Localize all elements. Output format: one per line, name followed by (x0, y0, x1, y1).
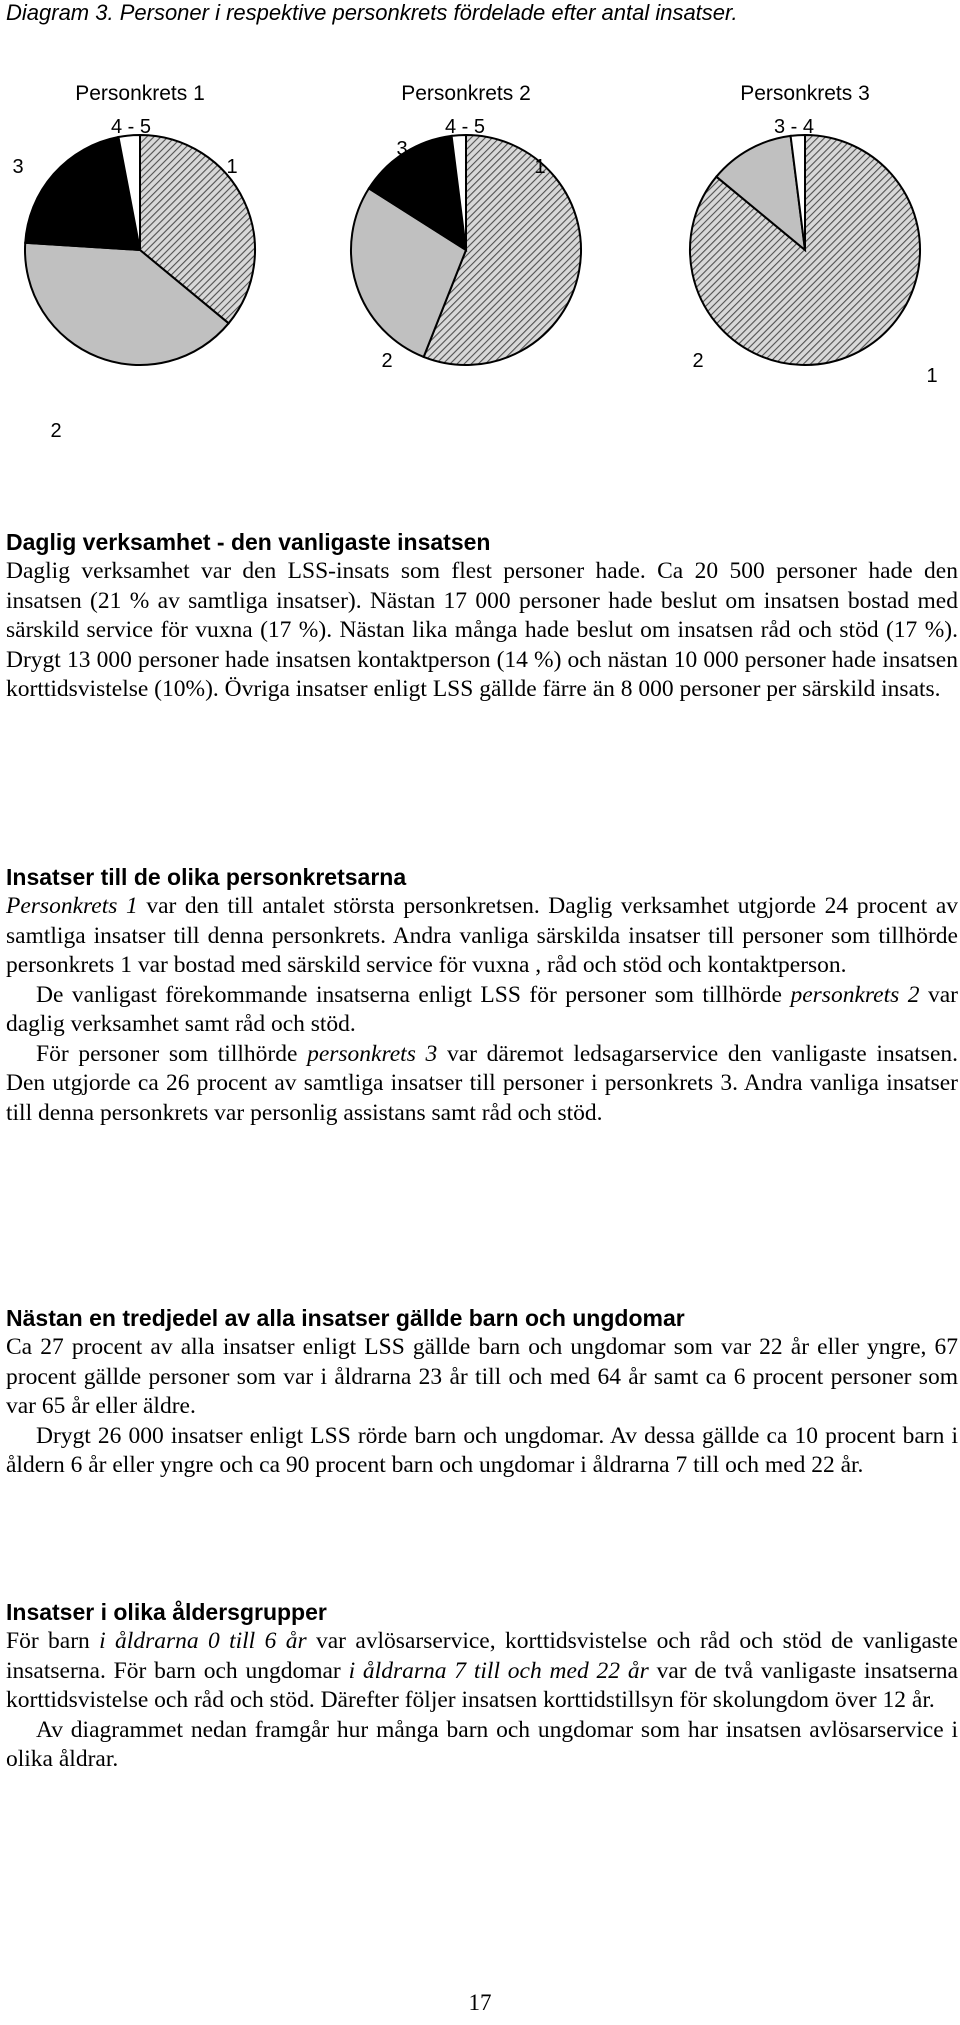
pie-label-2-3: 3 (396, 138, 408, 160)
section-aldersgrupper (6, 1597, 958, 1775)
paragraph: Drygt 26 000 insatser enligt LSS rörde barn och ungdomar. Av dessa gällde ca 10 procent barn i åldern 6 år eller yngre och ca 90 procent barn och ungdomar i åldrarna 7 till och med 22 år. (6, 1422, 958, 1478)
text: var den till antalet största personkretsen. Daglig verksamhet utgjorde 24 procent av samtliga insatser till denna personkrets. Andra vanliga särskilda insatser till personer som tillhörde personkrets 1 var bostad med särskild service för vuxna , råd och stöd och kontaktperson. (6, 893, 958, 978)
paragraph (6, 1627, 958, 1716)
pie-title-personkrets-1: Personkrets 1 (75, 82, 205, 105)
pie-title-personkrets-3: Personkrets 3 (740, 82, 870, 105)
text: För barn (6, 1628, 100, 1654)
text: var avlösarservice, korttidsvistelse och råd och stöd de vanligaste insatserna. För barn och ungdomar (6, 1628, 958, 1684)
paragraph (6, 981, 958, 1040)
emphasis: Personkrets 1 (6, 893, 138, 919)
emphasis: i åldrarna 0 till 6 år (99, 1628, 307, 1654)
paragraph: Ca 27 procent av alla insatser enligt LSS gällde barn och ungdomar som var 22 år eller yngre, 67 procent gällde personer som var i åldrarna 23 år till och med 64 år samt ca 6 procent personer som var 65 år eller äldre. (6, 1334, 958, 1419)
pie-label-2-4: 4 - 5 (444, 116, 486, 138)
pie-label-1-2: 2 (50, 420, 62, 442)
pie-charts (0, 0, 960, 480)
paragraph (6, 892, 958, 981)
section-daglig-verksamhet (6, 527, 958, 705)
text: För personer som tillhörde (36, 1040, 308, 1067)
pie-label-3-3: 3 - 4 (773, 116, 815, 138)
text: var däremot ledsagarservice den vanligaste insatsen. Den utgjorde ca 26 procent av samtliga insatser till personer i personkrets 3. Andra vanliga insatser till denna personkrets var personlig assistans samt råd och stöd. (6, 1040, 959, 1126)
paragraph (6, 1040, 958, 1129)
emphasis: personkrets 2 (790, 981, 920, 1008)
pie-label-3-1: 1 (926, 365, 938, 387)
pie-label-2-2: 2 (381, 350, 393, 372)
section-heading: Insatser i olika åldersgrupper (6, 1599, 327, 1625)
pie-label-3-2: 2 (692, 350, 704, 372)
pie-title-personkrets-2: Personkrets 2 (401, 82, 531, 105)
pie-label-2-1: 1 (534, 156, 546, 178)
figure-caption: Diagram 3. Personer i respektive personkrets fördelade efter antal insatser. (6, 0, 738, 25)
text: De vanligast förekommande insatserna enligt LSS för personer som tillhörde (36, 981, 791, 1008)
section-heading: Daglig verksamhet - den vanligaste insatsen (6, 529, 491, 555)
pie-label-1-3: 3 (12, 156, 24, 178)
paragraph: Daglig verksamhet var den LSS-insats som flest personer hade. Ca 20 500 personer hade den insatsen (21 % av samtliga insatser). Nästan 17 000 personer hade beslut om insatsen bostad med särskild service för vuxna (17 %). Nästan lika många hade beslut om insatsen råd och stöd (17 %). Drygt 13 000 personer hade insatsen kontaktperson (14 %) och nästan 10 000 personer hade insatsen korttidsvistelse (10%). Övriga insatser enligt LSS gällde färre än 8 000 personer per särskild insats. (6, 558, 958, 702)
pie-label-1-4: 4 - 5 (110, 116, 152, 138)
emphasis: personkrets 3 (307, 1040, 438, 1067)
section-barn-och-ungdomar (6, 1303, 958, 1481)
text: var de två vanligaste insatserna korttidsvistelse och råd och stöd. Därefter följer insatsen korttidstillsyn för skolungdom över 12 år. (6, 1657, 958, 1713)
pie-label-1-1: 1 (226, 156, 238, 178)
section-heading: Insatser till de olika personkretsarna (6, 864, 407, 890)
section-personkretsar (6, 862, 958, 1128)
paragraph: Av diagrammet nedan framgår hur många barn och ungdomar som har insatsen avlösarservice i olika åldrar. (6, 1716, 958, 1772)
page-number: 17 (468, 1990, 492, 2015)
section-heading: Nästan en tredjedel av alla insatser gällde barn och ungdomar (6, 1305, 685, 1331)
emphasis: i åldrarna 7 till och med 22 år (348, 1657, 649, 1684)
text: var daglig verksamhet samt råd och stöd. (6, 981, 959, 1037)
